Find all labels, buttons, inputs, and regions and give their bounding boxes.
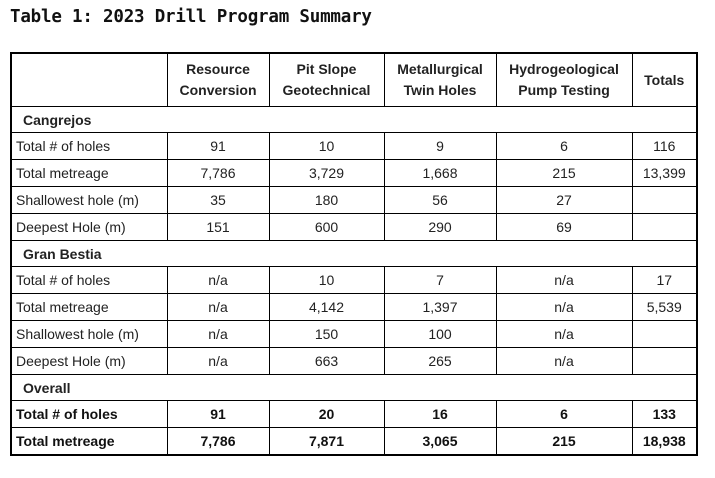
table-row [11, 321, 697, 348]
table-row [11, 294, 697, 321]
table-cell: 1,397 [384, 294, 496, 321]
column-header-line: Pit Slope [296, 61, 357, 77]
table-row [11, 133, 697, 160]
table-row [11, 214, 697, 241]
table-cell [632, 321, 697, 348]
drill-summary-table [10, 52, 698, 456]
table-row [11, 428, 697, 456]
table-cell: 56 [384, 187, 496, 214]
column-header-metallurgical-twin-holes [384, 53, 496, 107]
table-cell [632, 348, 697, 375]
table-cell: 6 [496, 401, 632, 428]
column-header-line: Twin Holes [403, 82, 477, 98]
table-cell [632, 214, 697, 241]
table-row [11, 160, 697, 187]
table-cell: 4,142 [269, 294, 384, 321]
column-header-totals [632, 53, 697, 107]
section-row-overall [11, 375, 697, 401]
table-cell: 3,729 [269, 160, 384, 187]
table-cell: 6 [496, 133, 632, 160]
table-cell: n/a [167, 321, 269, 348]
row-label: Total metreage [11, 160, 167, 187]
table-cell: 151 [167, 214, 269, 241]
table-cell: n/a [496, 321, 632, 348]
table-cell: 3,065 [384, 428, 496, 456]
column-header-hydrogeological-pump-testing [496, 53, 632, 107]
table-cell: 290 [384, 214, 496, 241]
table-row [11, 187, 697, 214]
column-header-line: Hydrogeological [509, 61, 619, 77]
corner-cell [11, 53, 167, 107]
row-label: Total metreage [11, 428, 167, 456]
column-header-line: Geotechnical [282, 82, 371, 98]
section-label: Cangrejos [11, 107, 697, 133]
column-header-line: Totals [644, 71, 685, 88]
table-cell: n/a [496, 294, 632, 321]
table-cell: 180 [269, 187, 384, 214]
table-cell: 17 [632, 267, 697, 294]
table-cell: 10 [269, 267, 384, 294]
table-row [11, 348, 697, 375]
column-header-pit-slope-geotechnical [269, 53, 384, 107]
row-label: Total metreage [11, 294, 167, 321]
table-cell: n/a [167, 348, 269, 375]
table-cell: 7,786 [167, 160, 269, 187]
table-cell: 133 [632, 401, 697, 428]
table-cell: 100 [384, 321, 496, 348]
table-row [11, 401, 697, 428]
table-cell: 215 [496, 160, 632, 187]
table-cell: 91 [167, 133, 269, 160]
section-row-gran-bestia [11, 241, 697, 267]
table-cell: 18,938 [632, 428, 697, 456]
table-cell: 7,786 [167, 428, 269, 456]
table-title: Table 1: 2023 Drill Program Summary [10, 7, 372, 27]
table-cell: 27 [496, 187, 632, 214]
row-label: Shallowest hole (m) [11, 187, 167, 214]
table-cell: 16 [384, 401, 496, 428]
table-cell: 91 [167, 401, 269, 428]
column-header-line: Conversion [179, 82, 257, 98]
section-label: Gran Bestia [11, 241, 697, 267]
table-cell: 13,399 [632, 160, 697, 187]
table-row [11, 267, 697, 294]
table-cell: 7,871 [269, 428, 384, 456]
table-cell: n/a [167, 294, 269, 321]
table-cell: n/a [496, 267, 632, 294]
table-cell: n/a [167, 267, 269, 294]
row-label: Shallowest hole (m) [11, 321, 167, 348]
row-label: Total # of holes [11, 401, 167, 428]
table-cell: 116 [632, 133, 697, 160]
table-cell: 5,539 [632, 294, 697, 321]
table-cell: 20 [269, 401, 384, 428]
table-cell: 9 [384, 133, 496, 160]
column-header-line: Resource [186, 61, 250, 77]
section-label: Overall [11, 375, 697, 401]
row-label: Deepest Hole (m) [11, 214, 167, 241]
row-label: Total # of holes [11, 133, 167, 160]
header-row [11, 53, 697, 107]
column-header-line: Metallurgical [397, 61, 483, 77]
table-cell: 1,668 [384, 160, 496, 187]
table-cell: n/a [496, 348, 632, 375]
table-cell: 265 [384, 348, 496, 375]
table-cell: 150 [269, 321, 384, 348]
column-header-line: Pump Testing [518, 82, 610, 98]
column-header-resource-conversion [167, 53, 269, 107]
table-cell [632, 187, 697, 214]
table-cell: 215 [496, 428, 632, 456]
table-cell: 69 [496, 214, 632, 241]
row-label: Deepest Hole (m) [11, 348, 167, 375]
table-cell: 7 [384, 267, 496, 294]
table-cell: 35 [167, 187, 269, 214]
section-row-cangrejos [11, 107, 697, 133]
table-cell: 600 [269, 214, 384, 241]
row-label: Total # of holes [11, 267, 167, 294]
table-cell: 663 [269, 348, 384, 375]
table-cell: 10 [269, 133, 384, 160]
